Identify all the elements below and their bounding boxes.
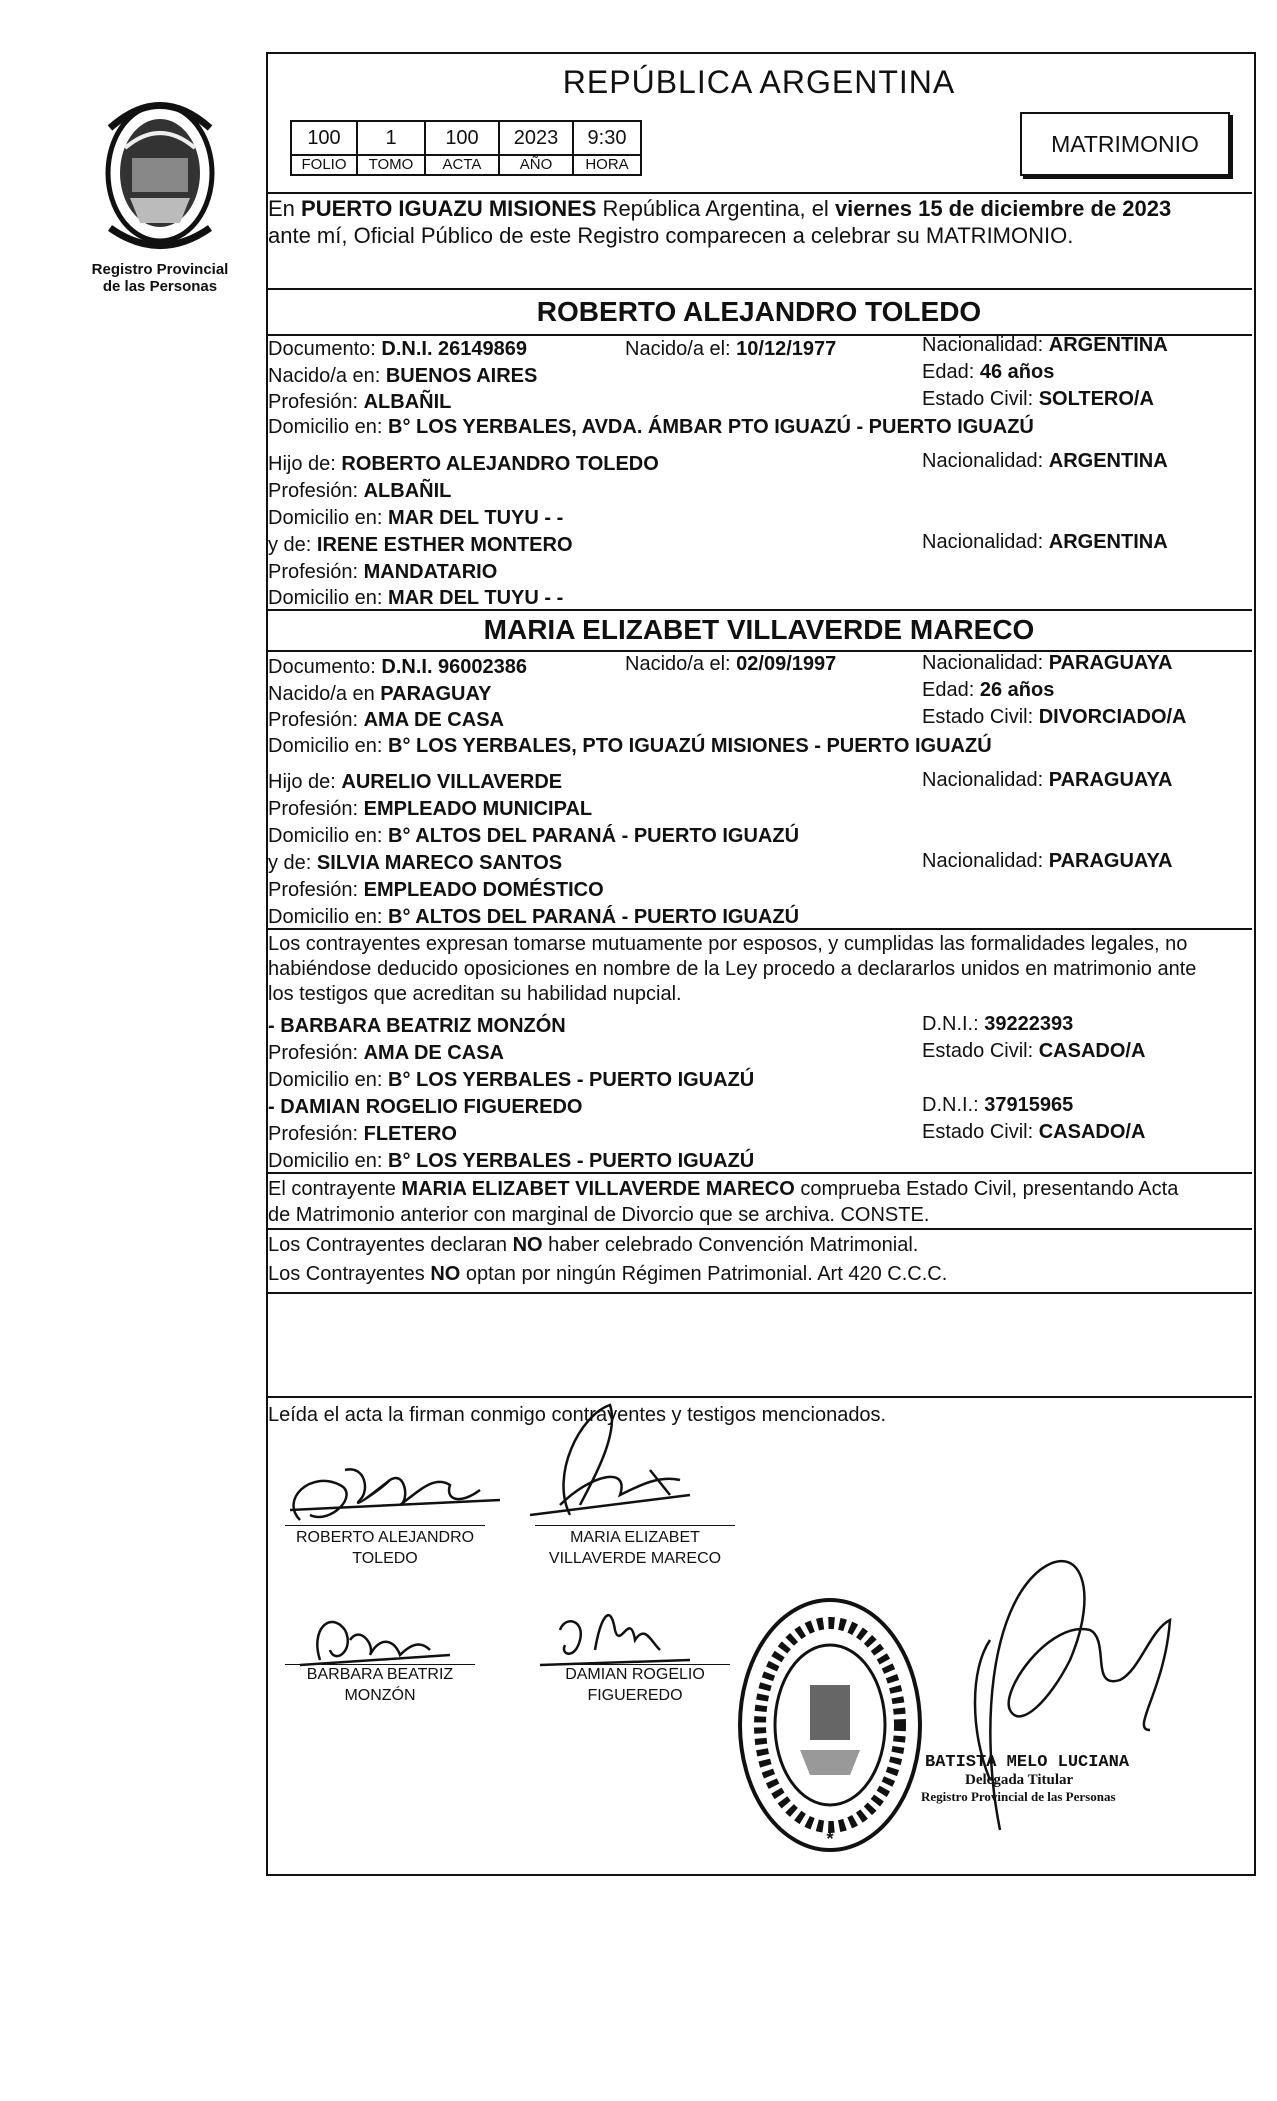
spouse1-birthdate: Nacido/a el: 10/12/1977 bbox=[625, 338, 837, 360]
spouse2-civil-status: Estado Civil: DIVORCIADO/A bbox=[922, 706, 1187, 728]
declaration-line-3: los testigos que acreditan su habilidad nupcial. bbox=[268, 983, 682, 1005]
province-seal-icon bbox=[80, 88, 240, 258]
spouse2-mother-nationality: Nacionalidad: PARAGUAYA bbox=[922, 850, 1173, 872]
witness1-civil-status: Estado Civil: CASADO/A bbox=[922, 1040, 1146, 1062]
spouse1-father-name: Hijo de: ROBERTO ALEJANDRO TOLEDO bbox=[268, 453, 659, 475]
logo-caption-1: Registro Provincial bbox=[91, 261, 229, 278]
divider bbox=[266, 288, 1252, 290]
spouse1-documento: Documento: D.N.I. 26149869 bbox=[268, 338, 528, 360]
spouse1-father-address: Domicilio en: MAR DEL TUYU - - bbox=[268, 507, 564, 529]
witness2-name: - DAMIAN ROGELIO FIGUEREDO bbox=[268, 1096, 583, 1118]
civil-status-note-2: de Matrimonio anterior con marginal de Divorcio que se archiva. CONSTE. bbox=[268, 1204, 930, 1226]
spouse1-name: ROBERTO ALEJANDRO TOLEDO bbox=[536, 296, 982, 327]
hora-label: HORA bbox=[572, 154, 642, 176]
official-office: Registro Provincial de las Personas bbox=[921, 1789, 1116, 1804]
folio-label: FOLIO bbox=[290, 154, 358, 176]
official-name: BATISTA MELO LUCIANA bbox=[925, 1753, 1130, 1772]
signature-name-villaverde: MARIA ELIZABET VILLAVERDE MARECO bbox=[548, 1529, 722, 1567]
header-title: REPÚBLICA ARGENTINA bbox=[562, 64, 956, 100]
divider bbox=[266, 928, 1252, 930]
official-block bbox=[921, 1753, 1205, 1805]
spouse2-age: Edad: 26 años bbox=[922, 679, 1055, 701]
spouse1-mother-name: y de: IRENE ESTHER MONTERO bbox=[268, 534, 573, 556]
spouse2-mother-profession: Profesión: EMPLEADO DOMÉSTICO bbox=[268, 879, 604, 901]
tomo-value: 1 bbox=[356, 120, 426, 156]
witness1-profession: Profesión: AMA DE CASA bbox=[268, 1042, 504, 1064]
spouse2-address: Domicilio en: B° LOS YERBALES, PTO IGUAZÚ MISIONES - PUERTO IGUAZÚ bbox=[268, 735, 992, 757]
witness2-dni: D.N.I.: 37915965 bbox=[922, 1094, 1074, 1116]
witness1-dni: D.N.I.: 39222393 bbox=[922, 1013, 1074, 1035]
logo-caption-2: de las Personas bbox=[102, 278, 218, 295]
witness2-address: Domicilio en: B° LOS YERBALES - PUERTO IGUAZÚ bbox=[268, 1150, 755, 1172]
intro-line-2: ante mí, Oficial Público de este Registro comparecen a celebrar su MATRIMONIO. bbox=[268, 223, 1074, 248]
acta-value: 100 bbox=[424, 120, 500, 156]
witness1-name: - BARBARA BEATRIZ MONZÓN bbox=[268, 1015, 566, 1037]
witness1-address: Domicilio en: B° LOS YERBALES - PUERTO IGUAZÚ bbox=[268, 1069, 755, 1091]
spouse1-father-profession: Profesión: ALBAÑIL bbox=[268, 480, 452, 502]
record-fields bbox=[290, 120, 660, 182]
signature-toledo-icon bbox=[270, 1430, 510, 1540]
spouse2-mother-name: y de: SILVIA MARECO SANTOS bbox=[268, 852, 563, 874]
spouse1-profession: Profesión: ALBAÑIL bbox=[268, 391, 452, 413]
divider bbox=[266, 1228, 1252, 1230]
signature-line bbox=[535, 1525, 735, 1526]
spouse2-father-address: Domicilio en: B° ALTOS DEL PARANÁ - PUERTO IGUAZÚ bbox=[268, 825, 800, 847]
folio-value: 100 bbox=[290, 120, 358, 156]
divider bbox=[266, 1396, 1252, 1398]
divider bbox=[266, 192, 1252, 194]
signature-name-monzon: BARBARA BEATRIZ MONZÓN bbox=[306, 1666, 454, 1704]
patrimonial-line: Los Contrayentes NO optan por ningún Régimen Patrimonial. Art 420 C.C.C. bbox=[268, 1263, 948, 1285]
hora-value: 9:30 bbox=[572, 120, 642, 156]
spouse1-mother-nationality: Nacionalidad: ARGENTINA bbox=[922, 531, 1168, 553]
anio-value: 2023 bbox=[498, 120, 574, 156]
acta-label: ACTA bbox=[424, 154, 500, 176]
spouse2-father-nationality: Nacionalidad: PARAGUAYA bbox=[922, 769, 1173, 791]
registry-logo bbox=[80, 88, 240, 328]
civil-status-note-1: El contrayente MARIA ELIZABET VILLAVERDE MARECO comprueba Estado Civil, presentando Acta bbox=[268, 1178, 1179, 1200]
divider bbox=[266, 1172, 1252, 1174]
spouse1-address: Domicilio en: B° LOS YERBALES, AVDA. ÁMBAR PTO IGUAZÚ - PUERTO IGUAZÚ bbox=[268, 416, 1034, 438]
spouse2-mother-address: Domicilio en: B° ALTOS DEL PARANÁ - PUERTO IGUAZÚ bbox=[268, 906, 800, 928]
closing-text: Leída el acta la firman conmigo contrayentes y testigos mencionados. bbox=[268, 1404, 887, 1426]
witness2-civil-status: Estado Civil: CASADO/A bbox=[922, 1121, 1146, 1143]
anio-label: AÑO bbox=[498, 154, 574, 176]
signature-name-toledo: ROBERTO ALEJANDRO TOLEDO bbox=[295, 1529, 475, 1567]
official-title: Delegada Titular bbox=[965, 1772, 1074, 1788]
tomo-label: TOMO bbox=[356, 154, 426, 176]
spouse2-father-name: Hijo de: AURELIO VILLAVERDE bbox=[268, 771, 563, 793]
witness2-profession: Profesión: FLETERO bbox=[268, 1123, 457, 1145]
doc-type-box: MATRIMONIO bbox=[1020, 112, 1230, 176]
signature-line bbox=[285, 1525, 485, 1526]
divider bbox=[266, 1292, 1252, 1294]
spouse2-father-profession: Profesión: EMPLEADO MUNICIPAL bbox=[268, 798, 593, 820]
spouse1-civil-status: Estado Civil: SOLTERO/A bbox=[922, 388, 1154, 410]
signature-villaverde-icon bbox=[510, 1395, 700, 1535]
spouse1-mother-address: Domicilio en: MAR DEL TUYU - - bbox=[268, 587, 564, 609]
declaration-line-1: Los contrayentes expresan tomarse mutuamente por esposos, y cumplidas las formalidades legales, no bbox=[268, 933, 1188, 955]
svg-text:*: * bbox=[826, 1829, 834, 1849]
divider bbox=[266, 609, 1252, 611]
spouse1-nationality: Nacionalidad: ARGENTINA bbox=[922, 334, 1168, 356]
convention-line: Los Contrayentes declaran NO haber celebrado Convención Matrimonial. bbox=[268, 1234, 919, 1256]
spouse2-birthdate: Nacido/a el: 02/09/1997 bbox=[625, 653, 837, 675]
spouse1-birthplace: Nacido/a en: BUENOS AIRES bbox=[268, 365, 538, 387]
signature-name-figueredo: DAMIAN ROGELIO FIGUEREDO bbox=[565, 1666, 705, 1704]
spouse2-name: MARIA ELIZABET VILLAVERDE MARECO bbox=[483, 614, 1035, 645]
spouse2-documento: Documento: D.N.I. 96002386 bbox=[268, 656, 528, 678]
spouse1-age: Edad: 46 años bbox=[922, 361, 1055, 383]
intro-line-1: En PUERTO IGUAZU MISIONES República Argentina, el viernes 15 de diciembre de 2023 bbox=[268, 196, 1172, 221]
spouse2-profession: Profesión: AMA DE CASA bbox=[268, 709, 504, 731]
declaration-line-2: habiéndose deducido oposiciones en nombre de la Ley procedo a declararlos unidos en matrimonio ante bbox=[268, 958, 1197, 980]
spouse1-mother-profession: Profesión: MANDATARIO bbox=[268, 561, 498, 583]
spouse2-nationality: Nacionalidad: PARAGUAYA bbox=[922, 652, 1173, 674]
registry-stamp-icon bbox=[730, 1590, 930, 1860]
spouse2-birthplace: Nacido/a en PARAGUAY bbox=[268, 683, 492, 705]
spouse1-father-nationality: Nacionalidad: ARGENTINA bbox=[922, 450, 1168, 472]
